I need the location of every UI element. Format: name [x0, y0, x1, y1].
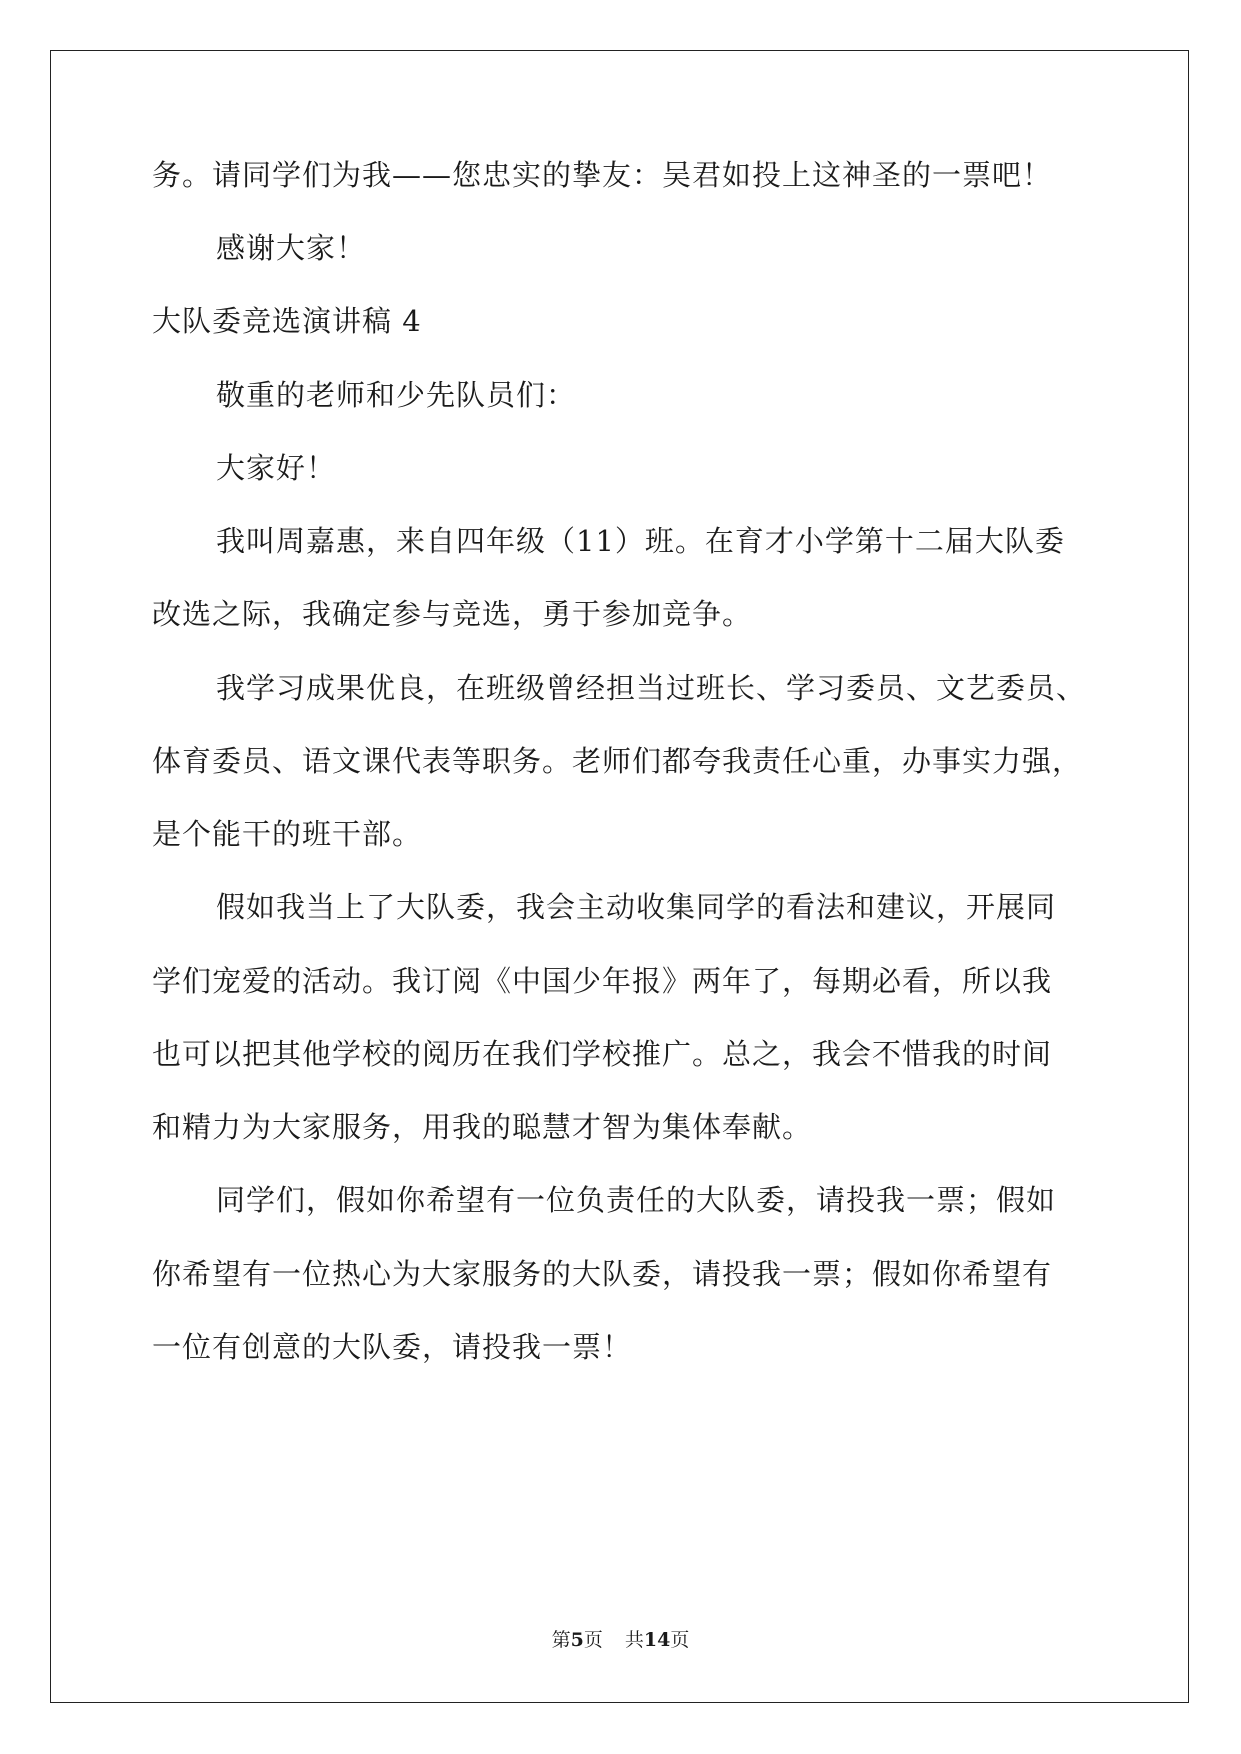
paragraph-line: 务。请同学们为我——您忠实的挚友：吴君如投上这神圣的一票吧！ [152, 158, 1053, 192]
paragraph-line: 同学们，假如你希望有一位负责任的大队委，请投我一票；假如 [216, 1183, 1057, 1217]
paragraph-line: 我叫周嘉惠，来自四年级（11）班。在育才小学第十二届大队委 [216, 524, 1065, 558]
paragraph-line: 我学习成果优良，在班级曾经担当过班长、学习委员、文艺委员、 [216, 671, 1087, 705]
total-suffix: 页 [670, 1629, 690, 1651]
paragraph-line: 大家好！ [216, 451, 337, 485]
section-heading: 大队委竞选演讲稿 4 [152, 304, 422, 338]
paragraph-line: 也可以把其他学校的阅历在我们学校推广。总之，我会不惜我的时间 [152, 1037, 1053, 1071]
paragraph-line: 一位有创意的大队委，请投我一票！ [152, 1330, 633, 1364]
page-border [50, 50, 1189, 1703]
paragraph-line: 感谢大家！ [216, 231, 367, 265]
paragraph-line: 你希望有一位热心为大家服务的大队委，请投我一票；假如你希望有 [152, 1257, 1053, 1291]
paragraph-line: 和精力为大家服务，用我的聪慧才智为集体奉献。 [152, 1110, 813, 1144]
paragraph-line: 改选之际，我确定参与竞选，勇于参加竞争。 [152, 597, 753, 631]
paragraph-line: 是个能干的班干部。 [152, 817, 423, 851]
paragraph-line: 假如我当上了大队委，我会主动收集同学的看法和建议，开展同 [216, 890, 1057, 924]
total-prefix: 共 [624, 1629, 644, 1651]
page-prefix: 第 [551, 1629, 571, 1651]
page-footer [0, 1628, 1241, 1652]
total-pages: 14 [643, 1629, 671, 1651]
page-suffix: 页 [583, 1629, 603, 1651]
paragraph-line: 体育委员、语文课代表等职务。老师们都夸我责任心重，办事实力强， [152, 744, 1083, 778]
paragraph-line: 学们宠爱的活动。我订阅《中国少年报》两年了，每期必看，所以我 [152, 964, 1053, 998]
paragraph-line: 敬重的老师和少先队员们： [216, 378, 577, 412]
page-number: 5 [570, 1629, 584, 1651]
